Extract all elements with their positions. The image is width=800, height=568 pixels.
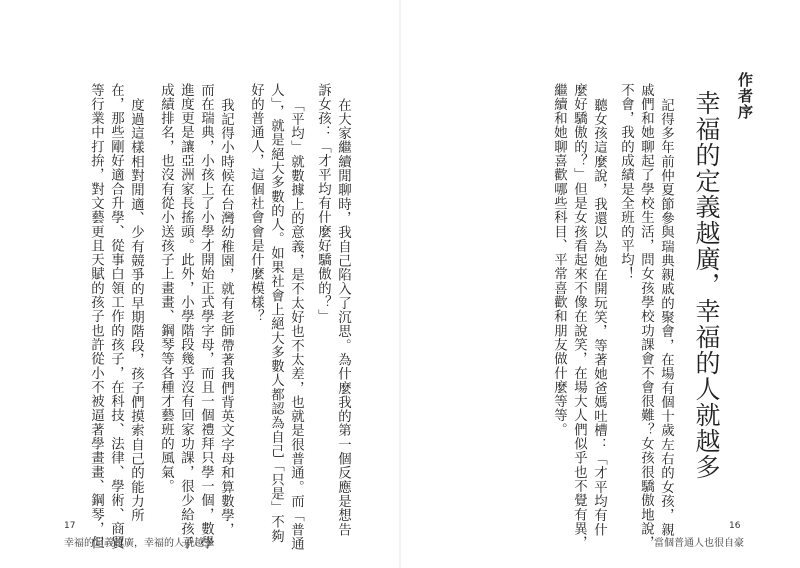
text-line: 「平均」就數據上的意義，是不太好也不太差，也就是很普通。而「普通: [288, 98, 304, 551]
text-line: 人」，就是絕大多數的人。如果社會上絕大多數人都認為自己「只是」不夠: [268, 83, 284, 544]
text-line: 繼續和她聊喜歡哪些科目、平常喜歡和朋友做什麼等等。: [551, 83, 567, 437]
page-number-right: 16: [729, 521, 741, 531]
gutter-shadow: [399, 0, 401, 568]
text-line: 在大家繼續閒聊時，我自己陷入了沉思。為什麼我的第一個反應是想告: [335, 98, 351, 537]
section-tag: 作者序: [736, 72, 754, 120]
text-line: 等行業中打拚，對文藝更且天賦的孩子也許從小不被逼著學畫畫、鋼琴，但: [88, 83, 104, 550]
running-head-right: 當個普通人也很自豪: [654, 538, 744, 549]
text-line: 進度更是讓亞洲家長搖頭。此外，小學階段幾乎沒有回家功課，很少給孩子: [178, 83, 194, 550]
text-line: 記得多年前仲夏節參與瑞典親戚的聚會，在場有個十歲左右的女孩，親: [658, 98, 674, 537]
chapter-title: 幸福的定義越廣，幸福的人就越多: [692, 90, 721, 480]
text-line: 不會，我的成績是全班的平均！: [618, 83, 634, 282]
text-line: 而在瑞典，小孩上了小學才開始正式學字母，而且一個禮拜只學一個，數學: [198, 83, 214, 550]
text-line: 聽女孩這麼說，我還以為她在開玩笑，等著她爸媽吐槽：「才平均有什: [591, 98, 607, 537]
text-line: 我記得小時候在台灣幼稚園，就有老師帶著我們背英文字母和算數學，: [218, 98, 234, 537]
text-line: 度過這樣相對閒適、少有競爭的早期階段，孩子們摸索自己的能力所: [128, 98, 144, 523]
text-line: 訴女孩：「才平均有什麼好驕傲的？」: [315, 83, 331, 324]
running-head-left: 幸福的定義越廣，幸福的人就越多: [64, 538, 214, 549]
text-line: 成績排名，也沒有從小送孩子上畫畫、鋼琴等各種才藝班的風氣。: [158, 83, 174, 494]
page-number-left: 17: [64, 521, 76, 531]
text-line: 好的普通人，這個社會會是什麼模樣？: [248, 83, 264, 324]
text-line: 戚們和她聊起了學校生活，問女孩學校功課會不會很難？女孩很驕傲地說，: [638, 83, 654, 550]
text-line: 在，那些剛好適合升學、從事白領工作的孩子，在科技、法律、學術、商貿: [108, 83, 124, 550]
text-line: 麼好驕傲的？」但是女孩看起來不像在說笑，在場大人們似乎也不覺有異，: [571, 83, 587, 550]
